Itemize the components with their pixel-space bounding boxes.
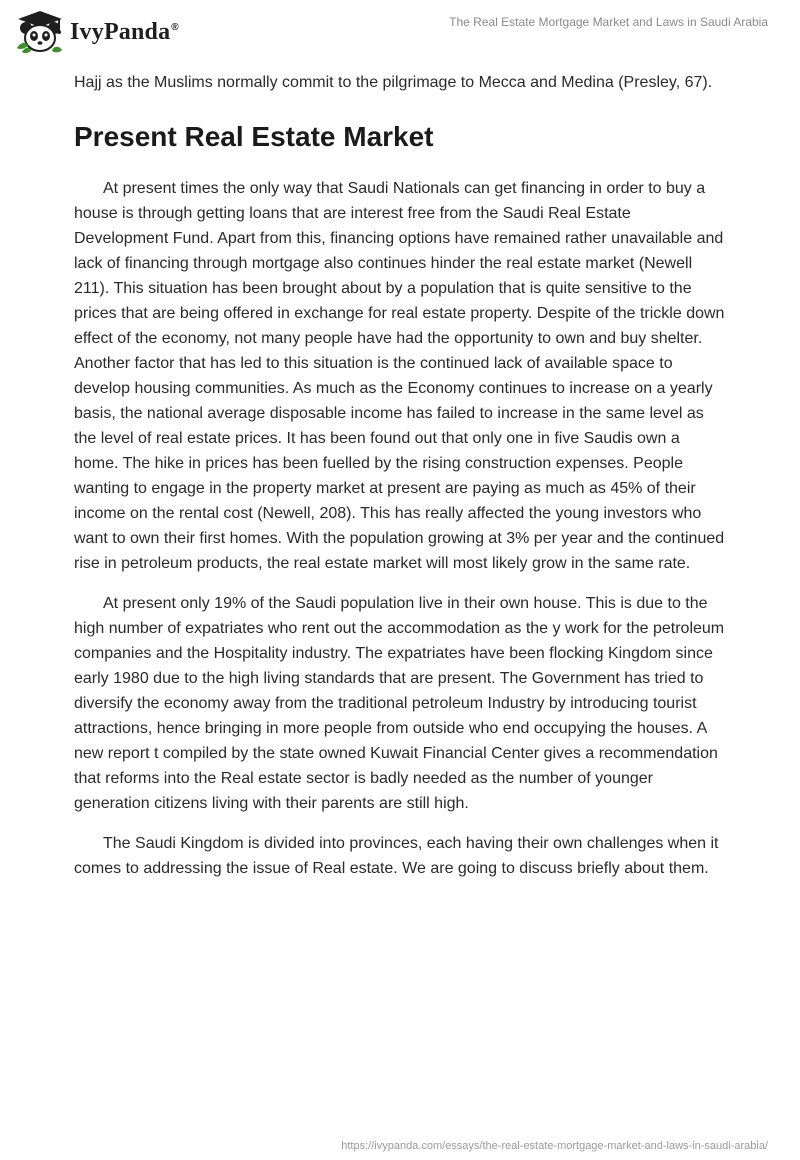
paragraph: At present times the only way that Saudi Nationals can get financing in order to buy a house is through getting loans that are interest free from the Saudi Real Estate Development Fund. Apart from this, financing options have remained rather unavailable and lack of financing through mortgage also continues hinder the real estate market (Newell 211). This situation has been brought about by a population that is quite sensitive to the prices that are being offered in exchange for real estate property. Despite of the trickle down effect of the economy, not many people have had the opportunity to own and buy shelter. Another factor that has led to this situation is the continued lack of available space to develop housing communities. As much as the Economy continues to increase on a yearly basis, the national average disposable income has failed to increase in the same level as the level of real estate prices. It has been found out that only one in five Saudis own a home. The hike in prices has been fuelled by the rising construction expenses. People wanting to engage in the property market at present are paying as much as 45% of their income on the rental cost (Newell, 208). This has really affected the young investors who want to own their first homes. With the population growing at 3% per year and the continued rise in petroleum products, the real estate market will most likely grow in the same rate. (74, 180, 725, 572)
paragraph: The Saudi Kingdom is divided into provinces, each having their own challenges when it comes to addressing the issue of Real estate. We are going to discuss briefly about them. (74, 835, 719, 877)
brand-name: IvyPanda® (70, 18, 179, 45)
ivypanda-logo[interactable] (14, 8, 179, 54)
panda-graduate-icon (14, 8, 66, 54)
intro-paragraph: Hajj as the Muslims normally commit to the pilgrimage to Mecca and Medina (Presley, 67). (74, 74, 713, 91)
page-header (0, 0, 800, 60)
section-heading: Present Real Estate Market (74, 121, 434, 152)
registered-mark: ® (171, 21, 179, 33)
source-url[interactable]: https://ivypanda.com/essays/the-real-estate-mortgage-market-and-laws-in-saudi-arabia/ (341, 1140, 768, 1152)
article-body (74, 70, 728, 896)
document-title: The Real Estate Mortgage Market and Laws in Saudi Arabia (449, 15, 768, 29)
paragraph: At present only 19% of the Saudi population live in their own house. This is due to the high number of expatriates who rent out the accommodation as the y work for the petroleum companies and the Hospitality industry. The expatriates have been flocking Kingdom since early 1980 due to the high living standards that are present. The Government has tried to diversify the economy away from the traditional petroleum Industry by introducing tourist attractions, hence bringing in more people from outside who end occupying the houses. A new report t compiled by the state owned Kuwait Financial Center gives a recommendation that reforms into the Real estate sector is badly needed as the number of younger generation citizens living with their parents are still high. (74, 595, 725, 812)
